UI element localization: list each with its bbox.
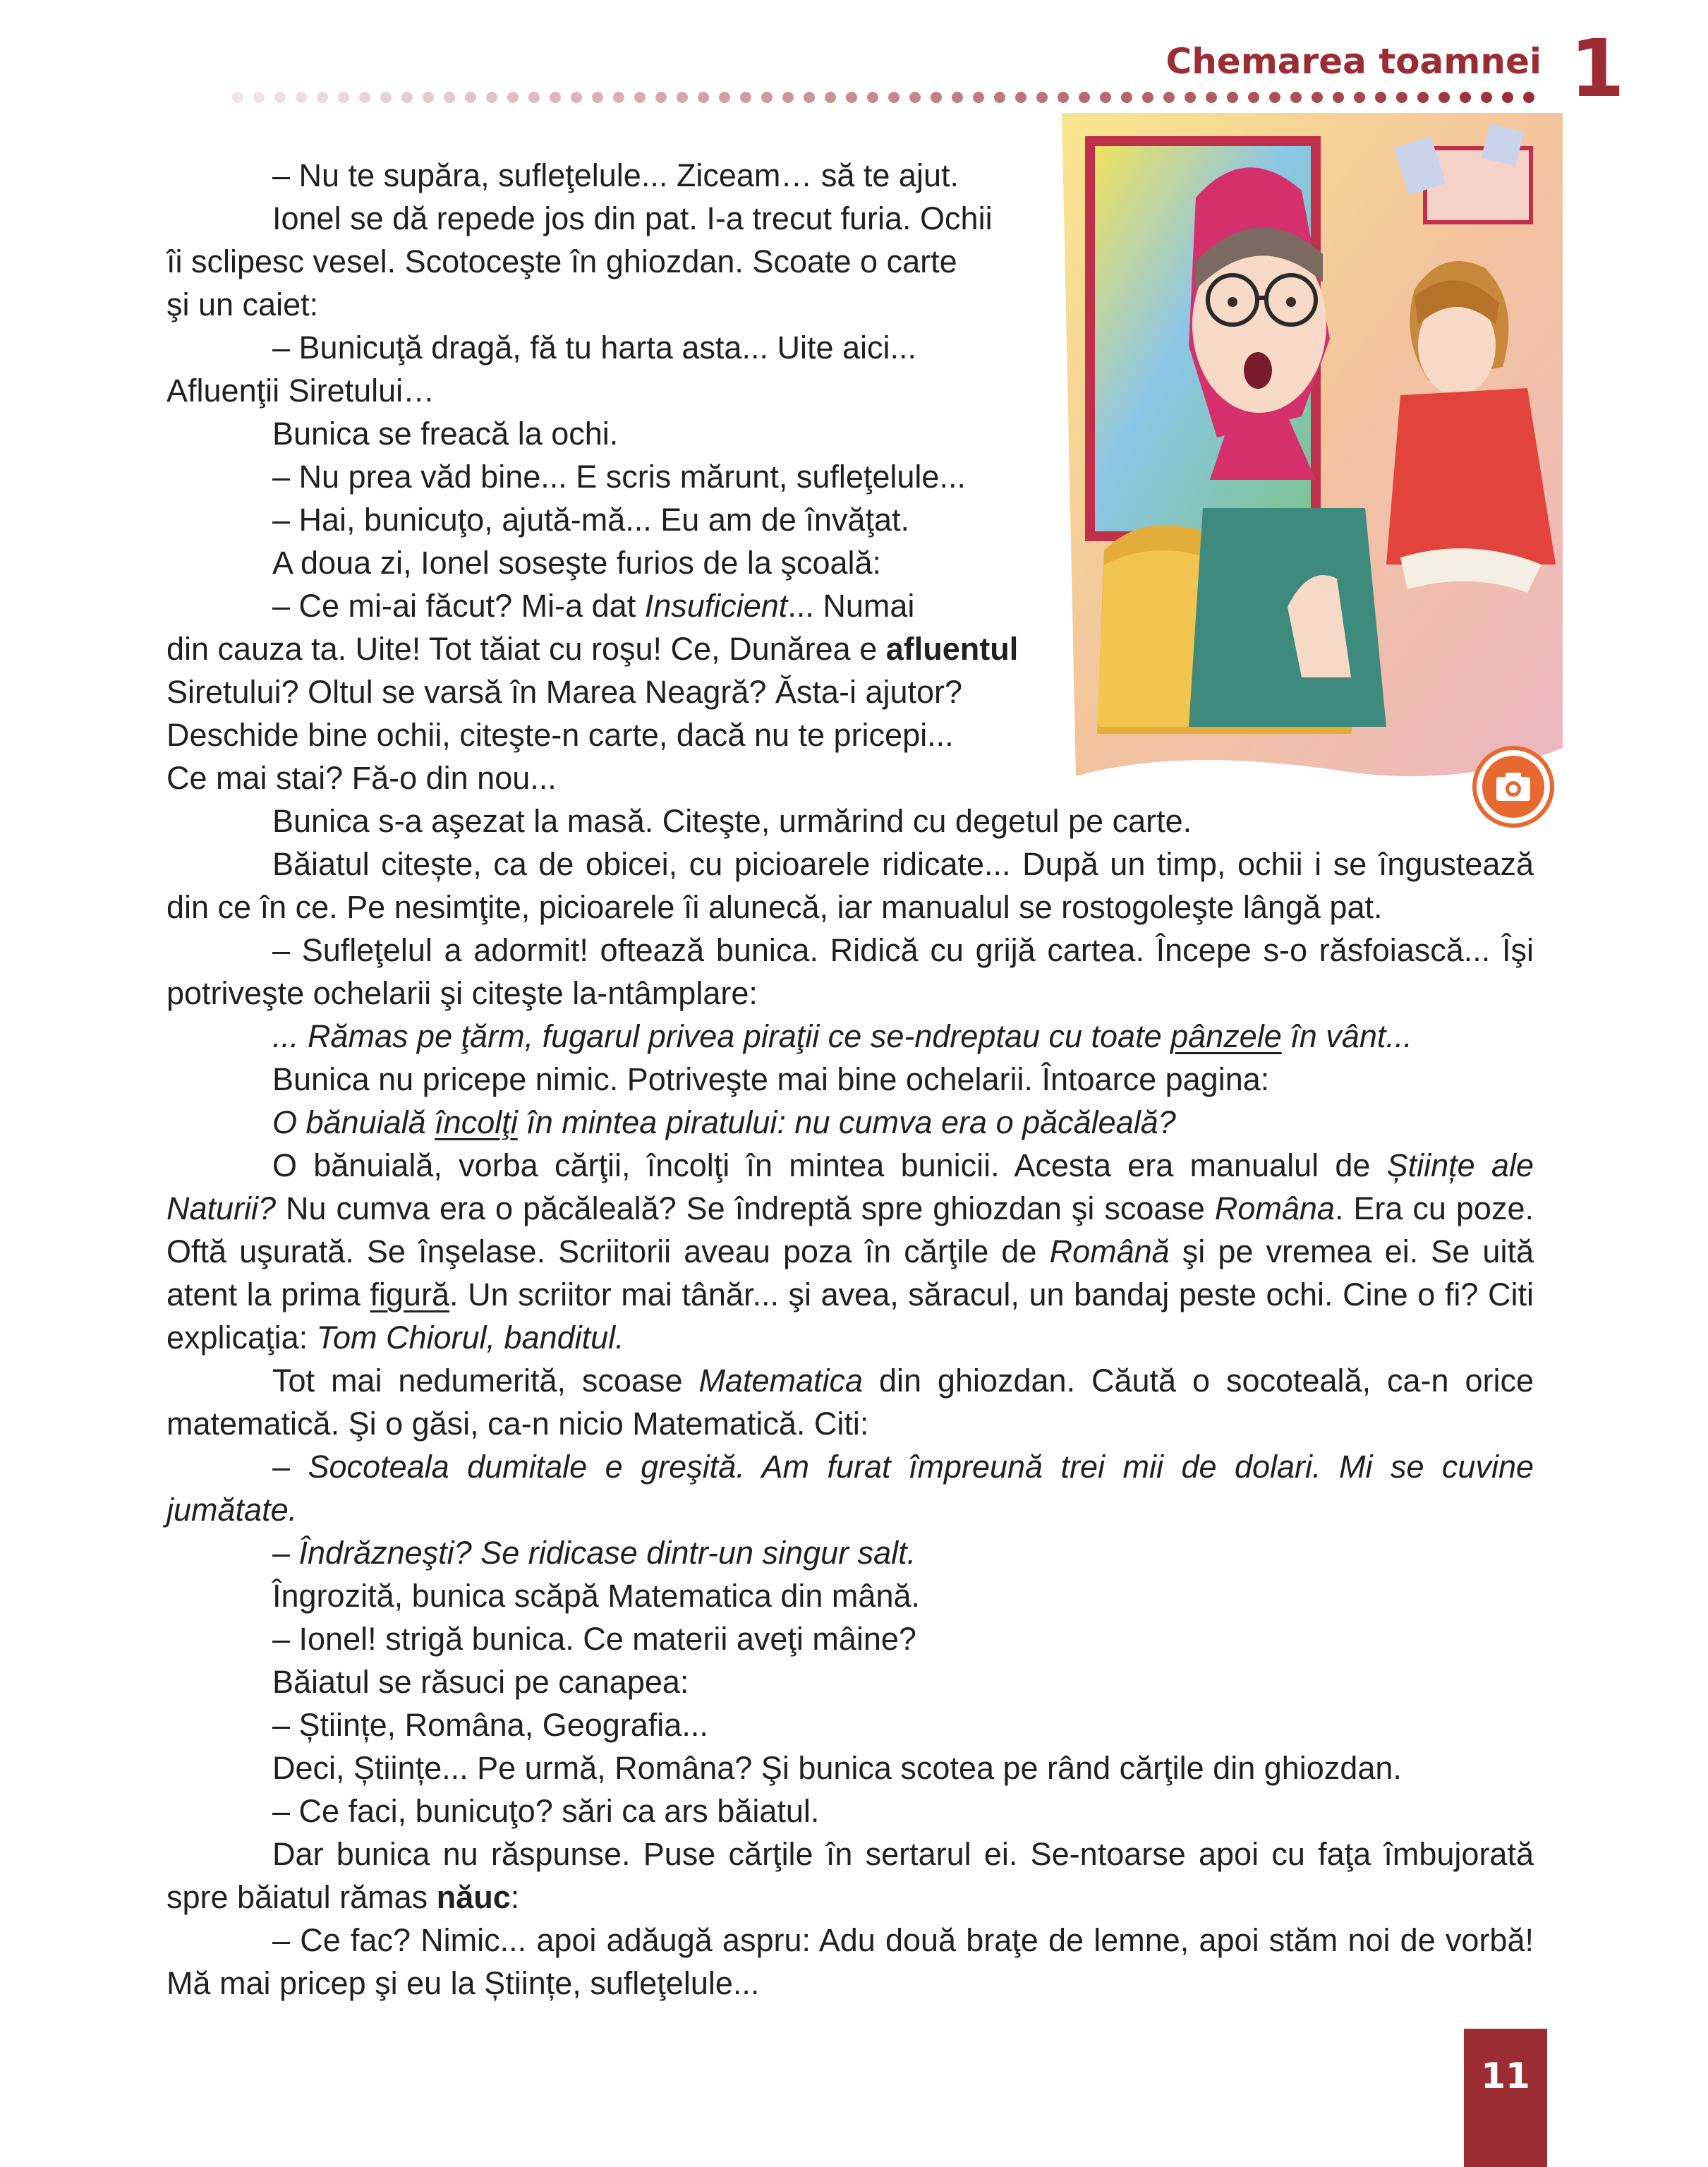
text-run: Nu cumva era o păcăleală? Se îndreptă spre ghiozdan şi scoase: [276, 1190, 1215, 1226]
story-paragraph: [166, 1833, 1534, 1919]
header-dot: [1185, 92, 1196, 103]
header-dot: [401, 92, 413, 103]
story-paragraph: Băiatul citește, ca de obicei, cu picioarele ridicate... După un timp, ochii i se îngustează din ce în ce. Pe nesimţite, picioarele îi alunecă, iar manualul se rostogoleşte lângă pat.: [166, 846, 1534, 925]
grade-word: Insuficient: [644, 588, 788, 624]
header-dot: [1079, 92, 1090, 103]
header-dot: [825, 92, 836, 103]
header-dot: [1312, 92, 1323, 103]
header-dot: [1015, 92, 1026, 103]
header-dot: [1206, 92, 1217, 103]
book-title: Română: [1049, 1233, 1170, 1269]
text-run: – Ce mi-ai făcut? Mi-a dat: [272, 588, 645, 624]
header-dot: [1333, 92, 1344, 103]
header-dot: [444, 92, 455, 103]
book-quote: [166, 1101, 1534, 1144]
header-dot: [1142, 92, 1153, 103]
header-dot: [1058, 92, 1069, 103]
header-dot: [1396, 92, 1407, 103]
caption-quote: Tom Chiorul, banditul.: [316, 1320, 624, 1356]
story-line: – Ionel! strigă bunica. Ce materii aveţi mâine?: [272, 1621, 916, 1657]
page-number: 11: [1481, 2056, 1530, 2096]
header-dot: [1121, 92, 1132, 103]
text-run: din cauza ta. Uite! Tot tăiat cu roşu! Ce, Dunărea e: [166, 631, 886, 667]
header-dot: [1100, 92, 1111, 103]
header-dot: [1460, 92, 1471, 103]
header-dot: [1163, 92, 1175, 103]
header-dot: [1290, 92, 1302, 103]
book-title: Româna: [1214, 1190, 1335, 1226]
header-dot: [465, 92, 476, 103]
header-dot: [1481, 92, 1492, 103]
quote-text: Îndrăzneşti? Se ridicase dintr-un singur salt.: [298, 1535, 916, 1571]
story-text: [166, 154, 1534, 2005]
header-dot: [317, 92, 328, 103]
text-run: în mintea piratului: nu cumva era o păcăleală?: [517, 1104, 1176, 1140]
header-dot: [296, 92, 307, 103]
story-line: Afluenţii Siretului…: [166, 373, 435, 409]
header-dot: [274, 92, 286, 103]
header-dot: [1417, 92, 1429, 103]
header-dotted-rule: [229, 89, 1549, 106]
header-dot: [1036, 92, 1048, 103]
story-line: A doua zi, Ionel soseşte furios de la şcoală:: [272, 545, 882, 581]
header-dot: [740, 92, 751, 103]
header-dot: [571, 92, 582, 103]
page-number-box: [1464, 2029, 1547, 2167]
header-dot: [253, 92, 265, 103]
text-run: O bănuială: [272, 1104, 435, 1140]
story-line: Îngrozită, bunica scăpă Matematica din mână.: [272, 1578, 920, 1614]
chapter-title: Chemarea toamnei: [1165, 41, 1542, 82]
text-run: O bănuială, vorba cărţii, încolţi în mintea bunicii. Acesta era manualul de: [272, 1147, 1387, 1183]
story-line: – Ce faci, bunicuţo? sări ca ars băiatul.: [272, 1793, 820, 1829]
text-run: Tot mai nedumerită, scoase: [272, 1363, 699, 1399]
book-title: Matematica: [698, 1363, 864, 1399]
story-line: Bunica s-a aşezat la masă. Citeşte, urmărind cu degetul pe carte.: [272, 803, 1192, 839]
header-dot: [486, 92, 497, 103]
book-quote: [166, 1531, 1534, 1574]
header-dot: [232, 92, 243, 103]
text-run: din ghiozdan. Căută o socoteală, ca-n orice matematică. Şi o găsi, ca-n nicio Matematică. Citi:: [166, 1363, 1534, 1442]
text-run: :: [510, 1879, 520, 1915]
story-line: îi sclipesc vesel. Scotoceşte în ghiozdan. Scoate o carte: [166, 243, 957, 279]
story-line: – Hai, bunicuţo, ajută-mă... Eu am de învăţat.: [272, 502, 909, 538]
quote-text: Socoteala dumitale e greşită. Am furat împreună trei mii de dolari. Mi se cuvine jumătate.: [166, 1449, 1534, 1528]
header-dot: [1269, 92, 1280, 103]
book-title: Științe ale Naturii?: [166, 1147, 1534, 1226]
header-dot: [867, 92, 878, 103]
header-dot: [1248, 92, 1259, 103]
text-run: în vânt...: [1281, 1018, 1412, 1054]
text-run: . Un scriitor mai tânăr... şi avea, săracul, un bandaj peste ochi. Cine o fi? Citi explicaţia:: [166, 1276, 1534, 1356]
header-dot: [846, 92, 857, 103]
header-dot: [761, 92, 773, 103]
header-dot: [1354, 92, 1365, 103]
text-run: –: [272, 1449, 308, 1485]
header-dot: [994, 92, 1005, 103]
header-dot: [655, 92, 667, 103]
text-run: ... Rămas pe ţărm, fugarul privea piraţii ce se-ndreptau cu toate: [272, 1018, 1171, 1054]
book-quote: [166, 1015, 1534, 1058]
vocab-word: figură: [370, 1276, 449, 1312]
header-dot: [1523, 92, 1534, 103]
header-dot: [698, 92, 709, 103]
header-dot: [1375, 92, 1386, 103]
story-paragraph: [166, 1359, 1534, 1445]
header-dot: [804, 92, 815, 103]
book-quote: [166, 1445, 1534, 1531]
story-line: Siretului? Oltul se varsă în Marea Neagră? Ăsta-i ajutor?: [166, 674, 963, 710]
story-paragraph: – Sufleţelul a adormit! oftează bunica. Ridică cu grijă cartea. Începe s-o răsfoiască... Îşi potriveşte ochelarii şi citeşte la-ntâmplare:: [166, 932, 1534, 1011]
story-line: Ce mai stai? Fă-o din nou...: [166, 760, 557, 796]
story-line: – Bunicuţă dragă, fă tu harta asta... Uite aici...: [272, 330, 917, 366]
text-run: . Era cu poze. Oftă uşurată. Se înşelase. Scriitorii aveau poza în cărţile de: [166, 1190, 1534, 1269]
story-line: Deschide bine ochii, citeşte-n carte, dacă nu te pricepi...: [166, 717, 954, 753]
header-dot: [1227, 92, 1238, 103]
story-line: – Nu te supăra, sufleţelule... Ziceam… să te ajut.: [272, 157, 959, 193]
header-dot: [888, 92, 900, 103]
text-run: ... Numai: [787, 588, 915, 624]
story-line: – Nu prea văd bine... E scris mărunt, sufleţelule...: [272, 459, 966, 495]
text-run: Dar bunica nu răspunse. Puse cărţile în sertarul ei. Se-ntoarse apoi cu faţa îmbujorată spre băiatul rămas: [166, 1836, 1534, 1915]
story-paragraph: [166, 1144, 1534, 1359]
header-dot: [782, 92, 794, 103]
header-dot: [423, 92, 434, 103]
chapter-number: 1: [1570, 23, 1625, 115]
glossary-term: afluentul: [885, 631, 1019, 667]
header-dot: [380, 92, 392, 103]
story-line: – Științe, Româna, Geografia...: [272, 1707, 708, 1743]
header-dot: [613, 92, 624, 103]
story-line: [166, 627, 1534, 670]
text-run: şi pe vremea ei. Se uită atent la prima: [166, 1233, 1534, 1312]
story-line: Băiatul se răsuci pe canapea:: [272, 1664, 689, 1700]
header-dot: [952, 92, 963, 103]
header-dot: [909, 92, 921, 103]
header-dot: [677, 92, 688, 103]
header-dot: [973, 92, 984, 103]
text-run: –: [272, 1535, 299, 1571]
story-line: şi un caiet:: [166, 286, 319, 322]
story-paragraph: – Ce fac? Nimic... apoi adăugă aspru: Adu două braţe de lemne, apoi stăm noi de vorbă! Mă mai pricep şi eu la Științe, sufleţelule...: [166, 1922, 1534, 2001]
header-dot: [550, 92, 561, 103]
vocab-word: încolţi: [435, 1104, 518, 1140]
header-dot: [592, 92, 603, 103]
story-line: Deci, Științe... Pe urmă, Româna? Şi bunica scotea pe rând cărţile din ghiozdan.: [272, 1750, 1402, 1786]
header-dot: [719, 92, 730, 103]
header-dot: [338, 92, 349, 103]
glossary-term: năuc: [436, 1879, 511, 1915]
vocab-word: pânzele: [1170, 1018, 1282, 1054]
header-dot: [931, 92, 942, 103]
header-dot: [1439, 92, 1450, 103]
header-dot: [528, 92, 540, 103]
story-line: Bunica nu pricepe nimic. Potriveşte mai bine ochelarii. Întoarce pagina:: [272, 1061, 1270, 1097]
header-dot: [507, 92, 519, 103]
header-dot: [634, 92, 646, 103]
story-line: Bunica se freacă la ochi.: [272, 416, 619, 452]
story-line: [166, 584, 1534, 627]
header-dot: [359, 92, 370, 103]
header-dot: [1502, 92, 1513, 103]
story-line: Ionel se dă repede jos din pat. I-a trecut furia. Ochii: [272, 200, 993, 236]
